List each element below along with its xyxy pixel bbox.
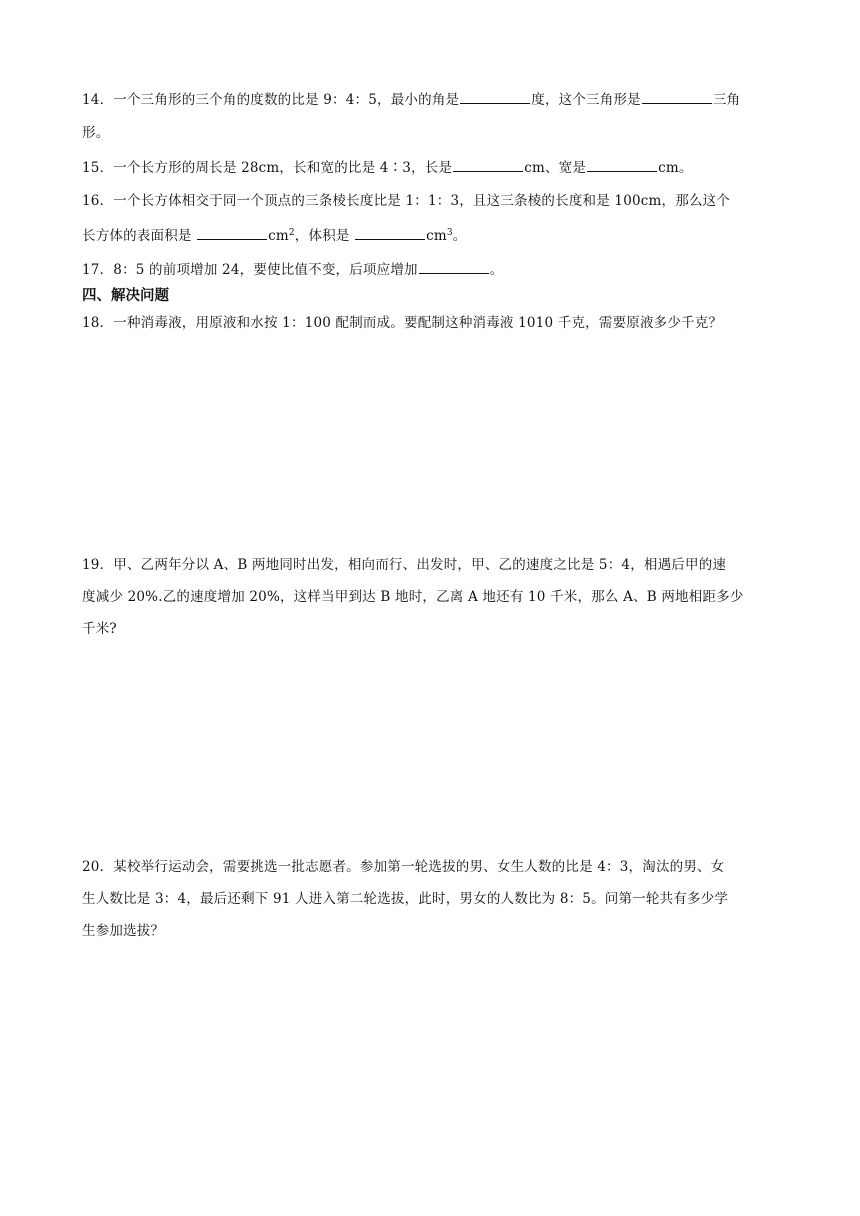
question-20-text-1: 20．某校举行运动会，需要挑选一批志愿者。参加第一轮选拔的男、女生人数的比是 4：3，淘汰的男、女 [82, 859, 725, 875]
question-14-text-b: 度，这个三角形是 [531, 92, 641, 108]
question-19-line-2 [82, 587, 812, 607]
question-15-text-b: cm、宽是 [524, 160, 587, 176]
question-15-text-a: 15．一个长方形的周长是 28cm，长和宽的比是 4∶3，长是 [82, 160, 453, 176]
question-20-line-1 [82, 857, 812, 877]
question-16-line-2 [82, 225, 812, 246]
question-14-line-1 [82, 89, 812, 110]
question-16-sup-2: 2 [288, 228, 295, 238]
answer-blank[interactable] [587, 157, 657, 172]
question-14-text-d: 形。 [82, 125, 110, 141]
question-18 [82, 313, 812, 333]
question-20-text-2: 生人数比是 3：4，最后还剩下 91 人进入第二轮选拔，此时，男女的人数比为 8：5。问第一轮共有多少学 [82, 891, 729, 907]
question-15 [82, 157, 812, 178]
question-20-line-3 [82, 921, 812, 941]
question-16-unit-cm: cm [268, 228, 289, 244]
answer-blank[interactable] [460, 89, 530, 104]
question-16-text-b: 长方体的表面积是 [82, 228, 197, 244]
question-14-text-a: 14．一个三角形的三个角的度数的比是 9：4：5，最小的角是 [82, 92, 460, 108]
question-19-line-1 [82, 555, 812, 575]
question-15-text-c: cm。 [658, 160, 693, 176]
answer-blank[interactable] [197, 225, 267, 240]
question-14-line-2 [82, 123, 812, 143]
question-19-line-3 [82, 619, 812, 639]
question-16-text-c: ，体积是 [294, 228, 355, 244]
question-19-text-2: 度减少 20%.乙的速度增加 20%，这样当甲到达 B 地时，乙离 A 地还有 10 千米，那么 A、B 两地相距多少 [82, 589, 744, 605]
answer-blank[interactable] [419, 259, 489, 274]
question-16-text-e: 。 [452, 228, 467, 244]
question-20-line-2 [82, 889, 812, 909]
question-19-text-3: 千米? [82, 621, 117, 637]
question-17 [82, 259, 812, 280]
question-16-unit-cm: cm [426, 228, 447, 244]
section-4-title: 四、解决问题 [82, 288, 169, 304]
question-14-text-c: 三角 [712, 92, 741, 108]
question-17-text-b: 。 [489, 262, 504, 278]
answer-blank[interactable] [355, 225, 425, 240]
question-17-text-a: 17．8：5 的前项增加 24，要使比值不变，后项应增加 [82, 262, 418, 278]
question-20-text-3: 生参加选拔？ [82, 923, 165, 939]
answer-blank[interactable] [642, 89, 712, 104]
question-16-text-a: 16．一个长方体相交于同一个顶点的三条棱长度比是 1：1：3，且这三条棱的长度和是 100cm，那么这个 [82, 193, 731, 209]
question-18-text: 18．一种消毒液，用原液和水按 1：100 配制而成。要配制这种消毒液 1010 千克，需要原液多少千克？ [82, 315, 723, 331]
question-16-sup-3: 3 [446, 228, 453, 238]
answer-blank[interactable] [453, 157, 523, 172]
question-19-text-1: 19．甲、乙两年分以 A、B 两地同时出发，相向而行、出发时，甲、乙的速度之比是 5：4，相遇后甲的速 [82, 557, 727, 573]
question-16-line-1 [82, 191, 812, 211]
